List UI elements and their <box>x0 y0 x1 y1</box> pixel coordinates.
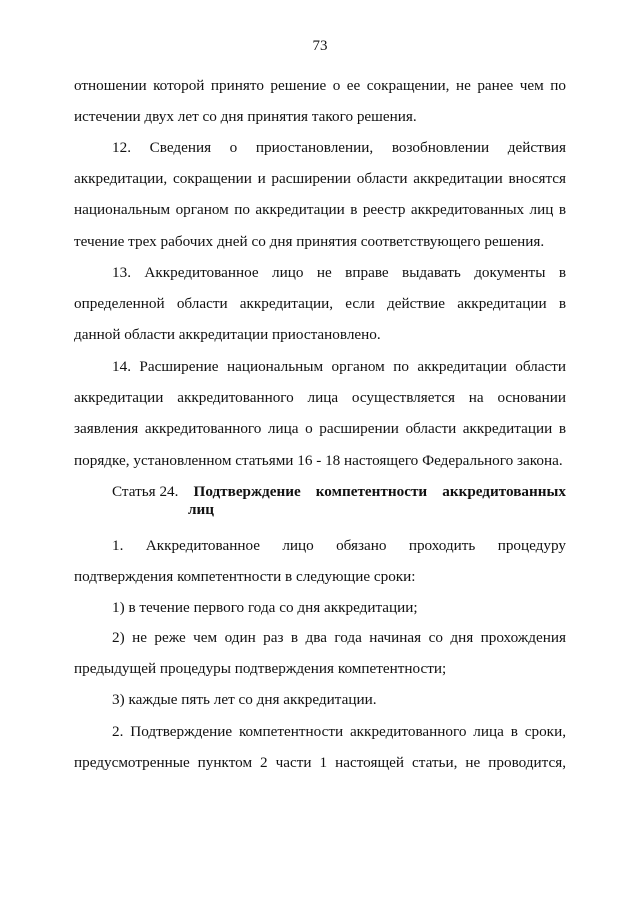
list-item-2 <box>74 622 566 684</box>
article-label: Статья 24. <box>112 483 179 500</box>
text-line: определенной области аккредитации, если действие аккредитации в <box>74 295 566 313</box>
article-title-word: компетентности <box>315 483 428 500</box>
page-number: 73 <box>312 38 328 54</box>
text-line: 13. Аккредитованное лицо не вправе выдавать документы в <box>112 264 566 281</box>
article-title-word: аккредитованных <box>442 483 566 500</box>
text-line: заявления аккредитованного лица о расширении области аккредитации в <box>74 420 566 438</box>
text-line: 3) каждые пять лет со дня аккредитации. <box>112 691 377 708</box>
text-line: отношении которой принято решение о ее сокращении, не ранее чем по <box>74 77 566 94</box>
text-line: предусмотренные пунктом 2 части 1 настоящей статьи, не проводится, <box>74 754 566 772</box>
text-line: порядке, установленном статьями 16 - 18 настоящего Федерального закона. <box>74 451 563 469</box>
text-line: 1. Аккредитованное лицо обязано проходить процедуру <box>112 537 566 554</box>
article-title-continuation: лиц <box>188 501 215 518</box>
text-line: подтверждения компетентности в следующие сроки: <box>74 568 416 586</box>
text-line: предыдущей процедуры подтверждения компетентности; <box>74 660 447 678</box>
article-title-word: Подтверждение <box>193 483 301 500</box>
paragraph-item-1 <box>74 530 566 592</box>
paragraph-item-12 <box>74 132 566 257</box>
text-line: 12. Сведения о приостановлении, возобновлении действия <box>112 139 566 156</box>
paragraph-item-13 <box>74 257 566 351</box>
list-item-3 <box>74 684 566 715</box>
text-line: течение трех рабочих дней со дня принятия соответствующего решения. <box>74 232 545 250</box>
text-line: 1) в течение первого года со дня аккредитации; <box>112 599 418 616</box>
article-heading <box>112 483 566 519</box>
paragraph-item-2 <box>74 716 566 778</box>
text-line: истечении двух лет со дня принятия такого решения. <box>74 108 417 126</box>
list-item-1 <box>74 592 566 623</box>
text-line: 14. Расширение национальным органом по аккредитации области <box>112 358 566 375</box>
paragraph-continuation <box>74 70 566 132</box>
text-line: национальным органом по аккредитации в реестр аккредитованных лиц в <box>74 201 566 219</box>
text-line: 2. Подтверждение компетентности аккредитованного лица в сроки, <box>112 723 566 740</box>
paragraph-item-14 <box>74 351 566 476</box>
text-line: аккредитации, сокращении и расширении области аккредитации вносятся <box>74 170 566 188</box>
text-line: аккредитации аккредитованного лица осуществляется на основании <box>74 389 566 407</box>
text-line: 2) не реже чем один раз в два года начиная со дня прохождения <box>112 629 566 646</box>
text-line: данной области аккредитации приостановлено. <box>74 326 381 344</box>
